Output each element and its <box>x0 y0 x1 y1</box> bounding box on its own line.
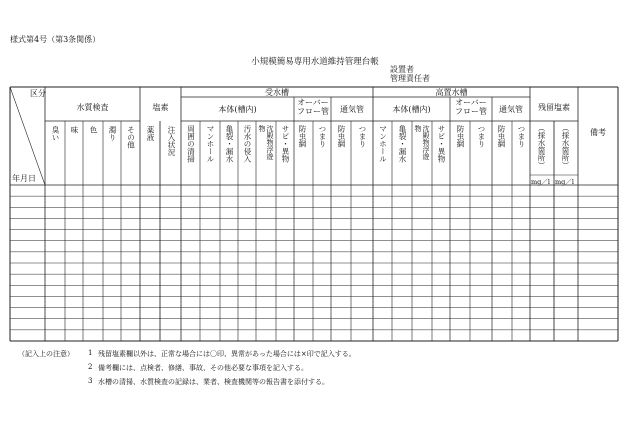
notes-heading: （記入上の注意） <box>18 350 74 358</box>
installer-label: 設置者 <box>390 65 414 74</box>
corner-diagonal <box>10 87 45 185</box>
elevated-body-item-1: マンホール <box>378 125 388 163</box>
receiving-vent-clog: つまり <box>358 125 367 148</box>
receiving-overflow-header: オーバーフロー管 <box>297 98 329 116</box>
elevated-vent-clog: つまり <box>517 125 526 148</box>
elevated-overflow-screen: 防虫網 <box>456 125 465 148</box>
corner-bottom-label: 年月日 <box>12 174 36 183</box>
remarks-header: 備考 <box>590 128 606 137</box>
receiving-overflow-screen: 防虫網 <box>298 125 307 148</box>
elevated-body-item-3: 沈殿物浮遊物 <box>414 125 430 160</box>
elevated-tank-header: 高置水槽 <box>435 88 468 97</box>
receiving-body-item-6: サビ・異物 <box>281 125 290 163</box>
note-3-text: 水槽の清掃、水質検査の記録は、業者、検査機関等の報告書を添付する。 <box>98 378 329 386</box>
receiving-body-item-4: 汚水の侵入 <box>243 125 252 163</box>
manager-label: 管理責任者 <box>390 74 430 83</box>
note-1-number: 1 <box>88 349 93 357</box>
chlorine-header: 塩素 <box>152 103 169 112</box>
water-quality-item-1: 臭い <box>51 126 60 141</box>
note-2-text: 備考欄には、点検者、修繕、事故、その他必要な事項を記入する。 <box>98 364 308 372</box>
receiving-tank-header: 受水槽 <box>265 88 289 97</box>
receiving-body-item-5: 沈殿物浮遊物 <box>258 125 274 160</box>
receiving-body-header: 本体(槽内) <box>218 105 257 114</box>
corner-top-label: 区分 <box>30 89 46 98</box>
chlorine-item-2: 注入状況 <box>167 126 176 156</box>
receiving-vent-header: 通気管 <box>340 105 364 114</box>
receiving-overflow-clog: つまり <box>318 125 327 148</box>
document-title: 小規模簡易専用水道維持管理台帳 <box>251 57 379 67</box>
elevated-body-item-2: 亀裂・漏水 <box>398 125 407 163</box>
chlorine-item-1: 薬液 <box>146 126 155 141</box>
receiving-vent-screen: 防虫網 <box>337 125 346 148</box>
residual-sample-point-1: （採水箇所） <box>537 124 546 169</box>
water-quality-item-3: 色 <box>89 126 98 134</box>
water-quality-header: 水質検査 <box>76 103 109 112</box>
water-quality-item-2: 味 <box>70 126 79 134</box>
note-3-number: 3 <box>88 377 93 385</box>
residual-chlorine-header: 残留塩素 <box>538 103 570 112</box>
elevated-overflow-clog: つまり <box>477 125 486 148</box>
water-quality-item-5: その他 <box>126 126 136 149</box>
residual-unit-1: mg／l <box>531 178 550 186</box>
receiving-body-item-1: 周囲の清掃 <box>186 125 196 163</box>
water-quality-item-4: 濁り <box>108 126 117 141</box>
note-1-text: 残留塩素欄以外は、正常な場合には〇印、異常があった場合には×印で記入する。 <box>98 350 356 358</box>
elevated-body-item-4: サビ・異物 <box>437 125 446 163</box>
residual-sample-point-2: （採水箇所） <box>561 124 570 169</box>
form-number: 様式第4号（第3条関係） <box>10 35 101 44</box>
elevated-body-header: 本体(槽内) <box>392 105 431 114</box>
receiving-body-item-2: マンホール <box>206 125 215 163</box>
elevated-vent-header: 通気管 <box>499 105 523 114</box>
residual-unit-2: mg／l <box>555 178 574 186</box>
receiving-body-item-3: 亀裂・漏水 <box>225 125 234 163</box>
elevated-overflow-header: オーバーフロー管 <box>455 98 487 116</box>
elevated-vent-screen: 防虫網 <box>497 125 506 148</box>
note-2-number: 2 <box>88 363 93 371</box>
